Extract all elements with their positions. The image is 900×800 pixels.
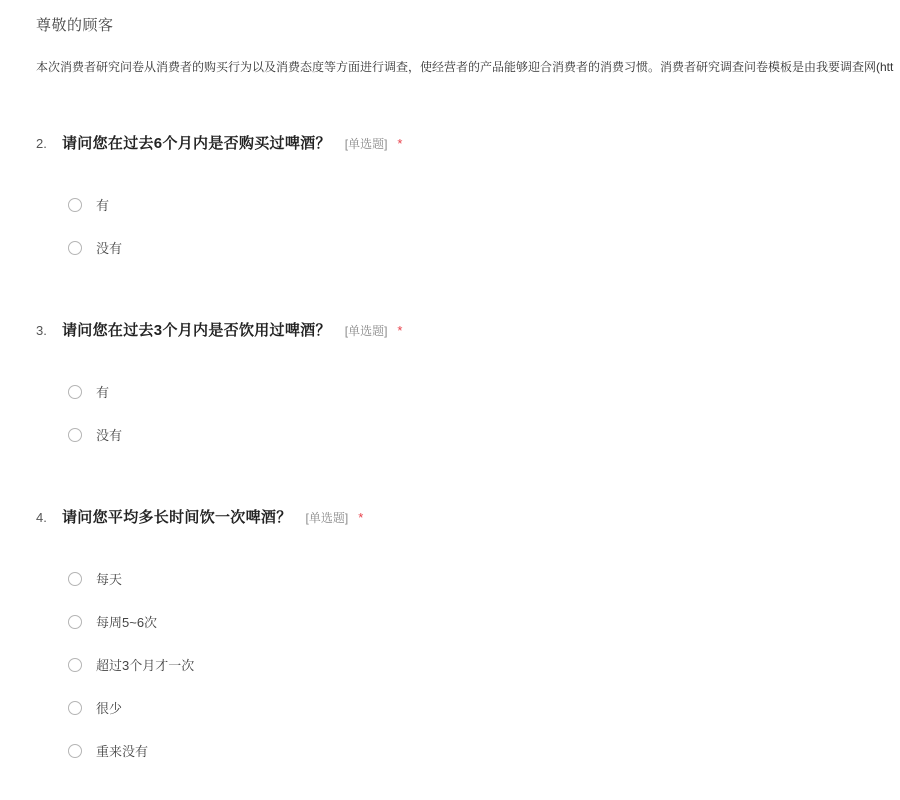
question-type-label: [单选题] bbox=[344, 137, 388, 151]
option-label: 没有 bbox=[96, 428, 123, 443]
radio-icon[interactable] bbox=[68, 385, 82, 399]
option-label: 没有 bbox=[96, 241, 123, 256]
option-row[interactable] bbox=[68, 370, 900, 413]
page-title: 尊敬的顾客 bbox=[36, 17, 114, 34]
radio-icon[interactable] bbox=[68, 658, 82, 672]
radio-icon[interactable] bbox=[68, 428, 82, 442]
option-row[interactable] bbox=[68, 643, 900, 686]
option-label: 每周5~6次 bbox=[96, 615, 158, 630]
option-list bbox=[0, 370, 900, 456]
option-row[interactable] bbox=[68, 226, 900, 269]
question-text: 请问您在过去6个月内是否购买过啤酒？ bbox=[62, 135, 331, 152]
option-row[interactable] bbox=[68, 686, 900, 729]
option-row[interactable] bbox=[68, 413, 900, 456]
question-header bbox=[0, 506, 900, 527]
option-label: 每天 bbox=[96, 572, 123, 587]
question-block-4 bbox=[0, 506, 900, 772]
question-header bbox=[0, 132, 900, 153]
option-row[interactable] bbox=[68, 729, 900, 772]
survey-intro-text: 本次消费者研究问卷从消费者的购买行为以及消费态度等方面进行调查，使经营者的产品能够迎合消费者的消费习惯。消费者研究调查问卷模板是由我要调查网(htt bbox=[36, 60, 894, 74]
option-label: 超过3个月才一次 bbox=[96, 658, 195, 673]
question-text: 请问您在过去3个月内是否饮用过啤酒？ bbox=[62, 322, 331, 339]
option-label: 重来没有 bbox=[96, 744, 149, 759]
option-list bbox=[0, 183, 900, 269]
radio-icon[interactable] bbox=[68, 701, 82, 715]
option-label: 有 bbox=[96, 198, 110, 213]
option-list bbox=[0, 557, 900, 772]
question-block-2 bbox=[0, 132, 900, 269]
required-asterisk: * bbox=[358, 510, 364, 525]
radio-icon[interactable] bbox=[68, 615, 82, 629]
option-row[interactable] bbox=[68, 183, 900, 226]
option-row[interactable] bbox=[68, 600, 900, 643]
radio-icon[interactable] bbox=[68, 241, 82, 255]
option-label: 很少 bbox=[96, 701, 123, 716]
question-number: 3. bbox=[36, 323, 47, 338]
question-header bbox=[0, 319, 900, 340]
option-label: 有 bbox=[96, 385, 110, 400]
radio-icon[interactable] bbox=[68, 198, 82, 212]
radio-icon[interactable] bbox=[68, 572, 82, 586]
question-number: 4. bbox=[36, 510, 47, 525]
option-row[interactable] bbox=[68, 557, 900, 600]
required-asterisk: * bbox=[397, 323, 403, 338]
question-number: 2. bbox=[36, 136, 47, 151]
question-block-3 bbox=[0, 319, 900, 456]
question-type-label: [单选题] bbox=[305, 511, 349, 525]
question-text: 请问您平均多长时间饮一次啤酒？ bbox=[62, 509, 292, 526]
required-asterisk: * bbox=[397, 136, 403, 151]
radio-icon[interactable] bbox=[68, 744, 82, 758]
question-type-label: [单选题] bbox=[344, 324, 388, 338]
